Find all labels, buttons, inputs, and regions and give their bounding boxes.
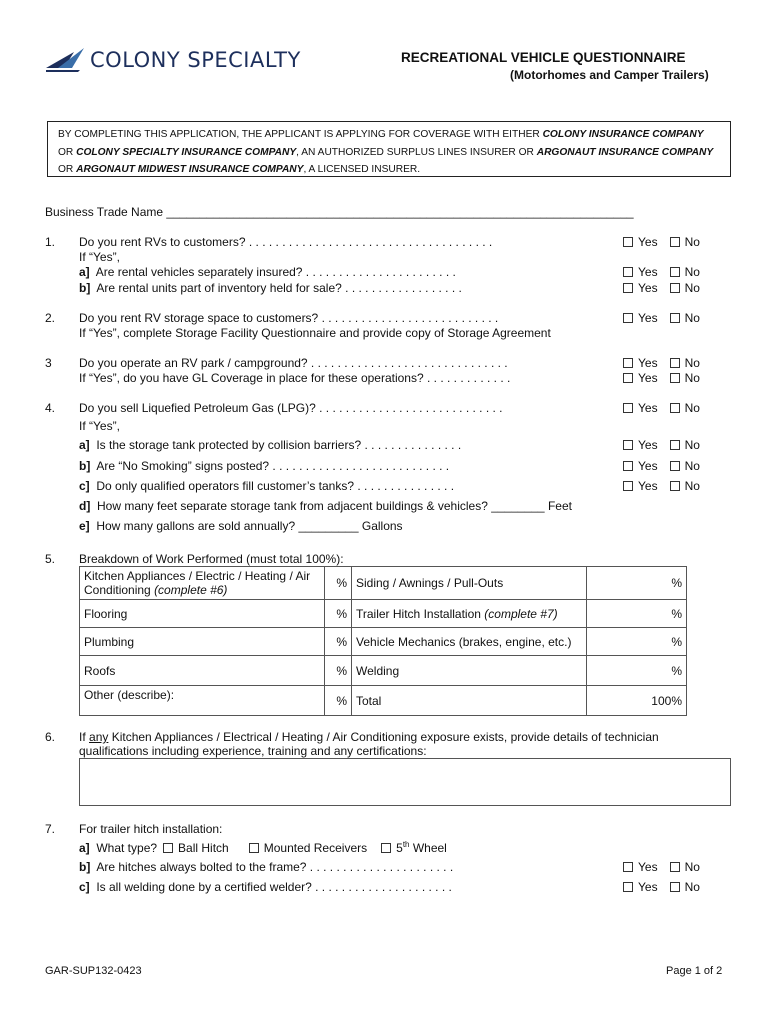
q4e [79, 519, 403, 533]
fifth-wheel-label: 5th Wheel [396, 840, 447, 855]
technician-details-box[interactable] [79, 758, 731, 806]
q4c-tag: c] [79, 479, 90, 493]
q2-text: Do you rent RV storage space to customers? . . . . . . . . . . . . . . . . . . . . . . . . . . . [79, 311, 499, 325]
mounted-receivers-label: Mounted Receivers [263, 840, 368, 855]
yes-label: Yes [638, 479, 658, 493]
breakdown-left-label: Kitchen Appliances / Electric / Heating / Air Conditioning (complete #6) [80, 567, 325, 600]
no-label: No [684, 235, 700, 249]
breakdown-left-label: Flooring [80, 600, 325, 628]
q4c-answer [623, 479, 700, 493]
q4a-no-checkbox[interactable] [670, 440, 680, 450]
notice-text-2: OR [58, 146, 77, 158]
q1b-no-checkbox[interactable] [670, 283, 680, 293]
q1a [79, 265, 456, 279]
breakdown-left-label: Roofs [80, 656, 325, 686]
breakdown-left-percent[interactable]: % [325, 686, 352, 716]
q4a-yes-checkbox[interactable] [623, 440, 633, 450]
q3-sub-no-checkbox[interactable] [670, 373, 680, 383]
no-label: No [684, 265, 700, 279]
q4c-yes-checkbox[interactable] [623, 481, 633, 491]
yes-label: Yes [638, 860, 658, 874]
yes-label: Yes [638, 356, 658, 370]
yes-label: Yes [638, 401, 658, 415]
q1b [79, 281, 462, 295]
q2-no-checkbox[interactable] [670, 313, 680, 323]
q7c-tag: c] [79, 880, 90, 894]
yes-label: Yes [638, 371, 658, 385]
breakdown-left-percent[interactable]: % [325, 656, 352, 686]
q3-sub: If “Yes”, do you have GL Coverage in place for these operations? . . . . . . . . . . . . . [79, 371, 511, 385]
q7c [79, 880, 452, 894]
notice-company-3: ARGONAUT INSURANCE COMPANY [536, 146, 714, 158]
q7b-yes-checkbox[interactable] [623, 862, 633, 872]
no-label: No [684, 356, 700, 370]
q1a-answer [623, 265, 700, 279]
q2-sub: If “Yes”, complete Storage Facility Questionnaire and provide copy of Storage Agreement [79, 326, 551, 340]
yes-label: Yes [638, 311, 658, 325]
q1a-text: Are rental vehicles separately insured? . . . . . . . . . . . . . . . . . . . . . . . [95, 265, 456, 279]
no-label: No [684, 459, 700, 473]
q1b-yes-checkbox[interactable] [623, 283, 633, 293]
breakdown-right-label: Welding [352, 656, 587, 686]
q2-answer [623, 311, 700, 325]
q1-answer [623, 235, 700, 249]
q2-number: 2. [45, 311, 56, 325]
q4-ifyes: If “Yes”, [79, 419, 120, 433]
q5-number: 5. [45, 552, 56, 566]
q4b-text: Are “No Smoking” signs posted? . . . . . . . . . . . . . . . . . . . . . . . . . . . [96, 459, 450, 473]
q4d-text[interactable]: How many feet separate storage tank from adjacent buildings & vehicles? ________ Feet [97, 499, 572, 513]
breakdown-right-label: Vehicle Mechanics (brakes, engine, etc.) [352, 628, 587, 656]
page-number: Page 1 of 2 [666, 965, 723, 977]
q4b [79, 459, 449, 473]
q7a-text: What type? [96, 840, 158, 855]
q7b-answer [623, 860, 700, 874]
breakdown-right-percent[interactable]: % [587, 628, 687, 656]
yes-label: Yes [638, 265, 658, 279]
q3-yes-checkbox[interactable] [623, 358, 633, 368]
q4b-answer [623, 459, 700, 473]
q1-yes-checkbox[interactable] [623, 237, 633, 247]
ball-hitch-label: Ball Hitch [178, 840, 229, 855]
breakdown-right-percent[interactable]: % [587, 600, 687, 628]
breakdown-right-percent[interactable]: % [587, 567, 687, 600]
colony-wing-icon [44, 46, 88, 74]
q4d-tag: d] [79, 499, 91, 513]
yes-label: Yes [638, 438, 658, 452]
no-label: No [684, 860, 700, 874]
q6-text-2: qualifications including experience, training and any certifications: [79, 744, 427, 758]
q4e-text[interactable]: How many gallons are sold annually? _________ Gallons [96, 519, 403, 533]
notice-company-1: COLONY INSURANCE COMPANY [542, 129, 704, 140]
page-title: RECREATIONAL VEHICLE QUESTIONNAIRE [401, 50, 686, 65]
q3-sub-answer [623, 371, 700, 385]
q4a-text: Is the storage tank protected by collision barriers? . . . . . . . . . . . . . . . [96, 438, 462, 452]
q7b-no-checkbox[interactable] [670, 862, 680, 872]
q7c-answer [623, 880, 700, 894]
q4-no-checkbox[interactable] [670, 403, 680, 413]
q7c-yes-checkbox[interactable] [623, 882, 633, 892]
q4c [79, 479, 454, 493]
q3-answer [623, 356, 700, 370]
q7c-text: Is all welding done by a certified welder? . . . . . . . . . . . . . . . . . . . . . [96, 880, 452, 894]
notice-company-2: COLONY SPECIALTY INSURANCE COMPANY [76, 146, 297, 158]
q6-number: 6. [45, 730, 56, 744]
q4a [79, 438, 461, 452]
q7c-no-checkbox[interactable] [670, 882, 680, 892]
breakdown-total-value: 100% [587, 686, 687, 716]
q4a-answer [623, 438, 700, 452]
q3-sub-yes-checkbox[interactable] [623, 373, 633, 383]
breakdown-left-percent[interactable]: % [325, 567, 352, 600]
table-row [80, 628, 687, 656]
breakdown-left-label: Plumbing [80, 628, 325, 656]
notice-company-4: ARGONAUT MIDWEST INSURANCE COMPANY [76, 164, 304, 175]
q7-text: For trailer hitch installation: [79, 822, 223, 836]
q1-ifyes: If “Yes”, [79, 250, 120, 264]
breakdown-left-label[interactable]: Other (describe): [80, 686, 325, 716]
q1b-tag: b] [79, 281, 91, 295]
mounted-receivers-checkbox[interactable] [249, 843, 259, 853]
q4-answer [623, 401, 700, 415]
table-row [80, 656, 687, 686]
q1-text: Do you rent RVs to customers? . . . . . . . . . . . . . . . . . . . . . . . . . . . . . . . . . . . . . [79, 235, 493, 249]
q4c-no-checkbox[interactable] [670, 481, 680, 491]
q4-number: 4. [45, 401, 56, 415]
work-breakdown-table [79, 566, 687, 716]
yes-label: Yes [638, 880, 658, 894]
notice-text-3: , AN AUTHORIZED SURPLUS LINES INSURER OR [296, 146, 537, 158]
q3-no-checkbox[interactable] [670, 358, 680, 368]
q1a-tag: a] [79, 265, 90, 279]
yes-label: Yes [638, 281, 658, 295]
q7a [79, 840, 447, 855]
notice-text-4: OR [58, 164, 77, 175]
no-label: No [684, 311, 700, 325]
q7b [79, 860, 453, 874]
notice-text-5: , A LICENSED INSURER. [303, 164, 421, 175]
form-code: GAR-SUP132-0423 [45, 965, 142, 977]
breakdown-right-label: Trailer Hitch Installation (complete #7) [352, 600, 587, 628]
page-subtitle: (Motorhomes and Camper Trailers) [510, 68, 709, 82]
yes-label: Yes [638, 235, 658, 249]
q7b-tag: b] [79, 860, 91, 874]
q5-title: Breakdown of Work Performed (must total 100%): [79, 552, 344, 566]
notice-text-1: BY COMPLETING THIS APPLICATION, THE APPLICANT IS APPLYING FOR COVERAGE WITH EITHER [58, 129, 543, 140]
q7a-tag: a] [79, 840, 90, 855]
no-label: No [684, 371, 700, 385]
breakdown-left-percent[interactable]: % [325, 628, 352, 656]
no-label: No [684, 438, 700, 452]
q3-text: Do you operate an RV park / campground? . . . . . . . . . . . . . . . . . . . . . . . . . . . . . . [79, 356, 508, 370]
q3-number: 3 [45, 356, 52, 370]
breakdown-left-percent[interactable]: % [325, 600, 352, 628]
q4b-no-checkbox[interactable] [670, 461, 680, 471]
table-row [80, 686, 687, 716]
breakdown-right-percent[interactable]: % [587, 656, 687, 686]
q1-number: 1. [45, 235, 56, 249]
q4b-yes-checkbox[interactable] [623, 461, 633, 471]
notice-box [47, 121, 731, 177]
business-trade-name-field[interactable]: Business Trade Name ______________________________________________________________________ [45, 205, 634, 219]
no-label: No [684, 401, 700, 415]
logo [44, 46, 334, 76]
no-label: No [684, 479, 700, 493]
q1b-text: Are rental units part of inventory held for sale? . . . . . . . . . . . . . . . . . . [96, 281, 462, 295]
table-row [80, 600, 687, 628]
q7b-text: Are hitches always bolted to the frame? . . . . . . . . . . . . . . . . . . . . . . [96, 860, 454, 874]
no-label: No [684, 281, 700, 295]
q4c-text: Do only qualified operators fill customer’s tanks? . . . . . . . . . . . . . . . [96, 479, 455, 493]
q4-text: Do you sell Liquefied Petroleum Gas (LPG)? . . . . . . . . . . . . . . . . . . . . . . . . . . . . [79, 401, 503, 415]
q4b-tag: b] [79, 459, 91, 473]
brand-name: COLONY SPECIALTY [90, 48, 301, 72]
breakdown-right-label: Siding / Awnings / Pull-Outs [352, 567, 587, 600]
no-label: No [684, 880, 700, 894]
q1b-answer [623, 281, 700, 295]
q7-number: 7. [45, 822, 56, 836]
q4-yes-checkbox[interactable] [623, 403, 633, 413]
q4d [79, 499, 572, 513]
breakdown-right-label: Total [352, 686, 587, 716]
q4e-tag: e] [79, 519, 90, 533]
q2-yes-checkbox[interactable] [623, 313, 633, 323]
ball-hitch-checkbox[interactable] [163, 843, 173, 853]
yes-label: Yes [638, 459, 658, 473]
q1a-no-checkbox[interactable] [670, 267, 680, 277]
q4a-tag: a] [79, 438, 90, 452]
q1a-yes-checkbox[interactable] [623, 267, 633, 277]
q1-no-checkbox[interactable] [670, 237, 680, 247]
fifth-wheel-checkbox[interactable] [381, 843, 391, 853]
table-row [80, 567, 687, 600]
q6-text: If any Kitchen Appliances / Electrical / Heating / Air Conditioning exposure exists, provide details of technician [79, 730, 659, 744]
